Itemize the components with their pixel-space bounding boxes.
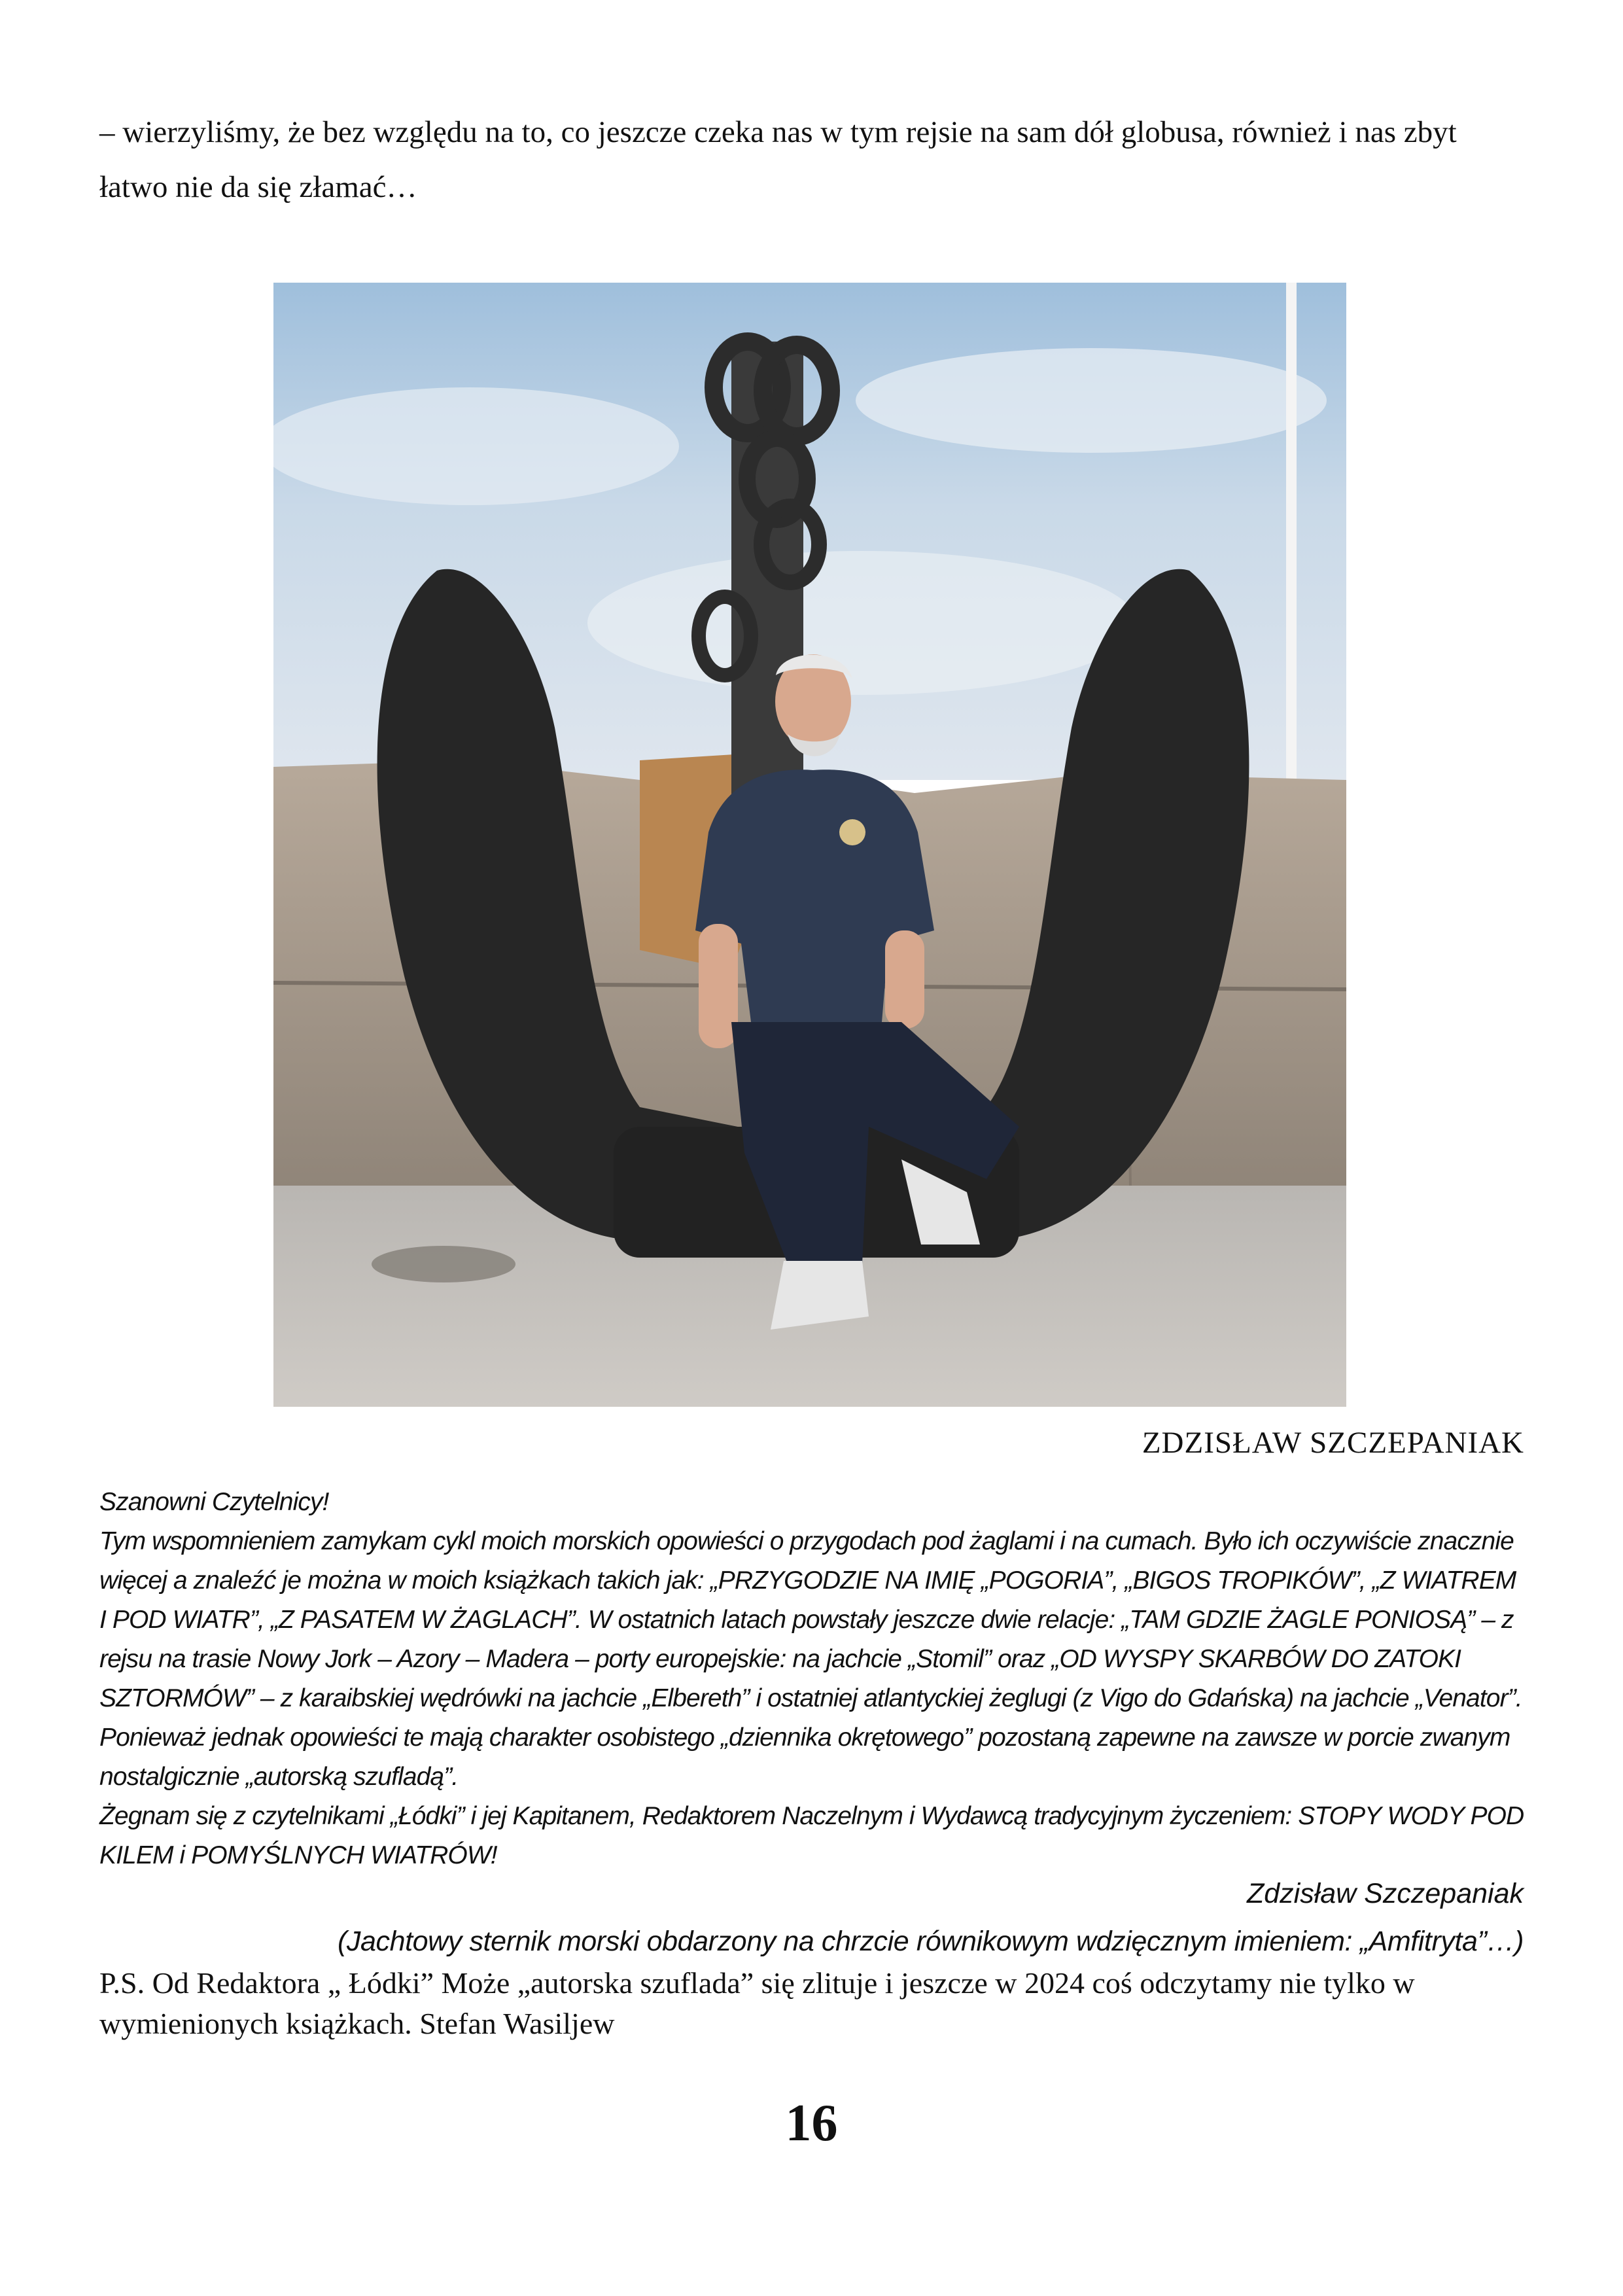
- signature-name: Zdzisław Szczepaniak: [1246, 1878, 1524, 1909]
- letter-block: [99, 1483, 1526, 1875]
- intro-text: – wierzyliśmy, że bez względu na to, co jeszcze czeka nas w tym rejsie na sam dół globusa, również i nas zbyt łatwo nie da się złamać…: [99, 115, 1457, 204]
- letter-greeting: Szanowni Czytelnicy!: [99, 1488, 329, 1516]
- letter-paragraph: Żegnam się z czytelnikami „Łódki” i jej Kapitanem, Redaktorem Naczelnym i Wydawcą tradycyjnym życzeniem: STOPY WODY POD KILEM i POMYŚLNYCH WIATRÓW!: [99, 1802, 1524, 1869]
- page-number: 16: [785, 2094, 838, 2152]
- photo-anchor-man-icon: [273, 283, 1346, 1407]
- letter-paragraph: Tym wspomnieniem zamykam cykl moich morskich opowieści o przygodach pod żaglami i na cumach. Było ich oczywiście znacznie więcej a znaleźć je można w moich książkach takich jak: „PRZYGODZIE NA IMIĘ „POGORIA”, „BIGOS TROPIKÓW”, „Z WIATREM I POD WIATR”, „Z PASATEM W ŻAGLACH”. W ostatnich latach powstały jeszcze dwie relacje: „TAM GDZIE ŻAGLE PONIOSĄ” – z rejsu na trasie Nowy Jork – Azory – Madera – porty europejskie: na jachcie „Stomil” oraz „OD WYSPY SKARBÓW DO ZATOKI SZTORMÓW” – z karaibskiej wędrówki na jachcie „Elbereth” i ostatniej atlantyckiej żeglugi (z Vigo do Gdańska) na jachcie „Venator”. Ponieważ jednak opowieści te mają charakter osobistego „dziennika okrętowego” pozostaną zapewne na zawsze w porcie zwanym nostalgicznie „autorską szufladą”.: [99, 1527, 1522, 1791]
- postscript: P.S. Od Redaktora „ Łódki” Może „autorska szuflada” się zlituje i jeszcze w 2024 coś odczytamy nie tylko w wymienionych książkach. Stefan Wasiljew: [99, 1966, 1415, 2040]
- signature-note: (Jachtowy sternik morski obdarzony na chrzcie równikowym wdzięcznym imieniem: „Amfitryta”…): [337, 1926, 1524, 1957]
- author-caption: ZDZISŁAW SZCZEPANIAK: [1142, 1426, 1524, 1460]
